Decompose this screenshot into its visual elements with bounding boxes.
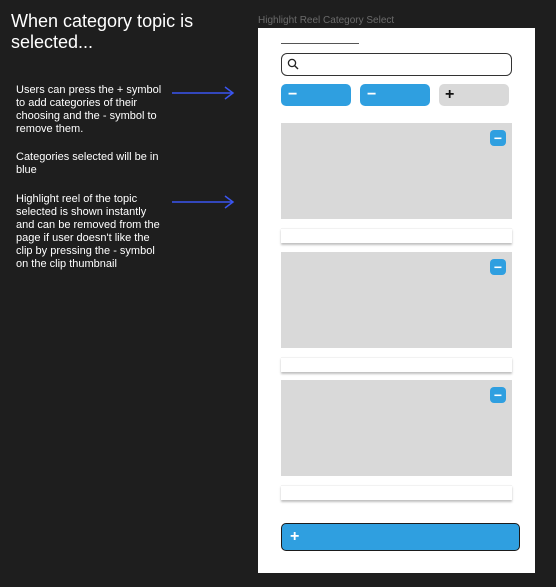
- phone-frame: [258, 28, 535, 573]
- annotation-highlight-reel-note: Highlight reel of the topic selected is shown instantly and can be removed from the page if user doesn't like the clip by pressing the - symbol on the clip thumbnail: [16, 193, 160, 270]
- clip-thumbnail[interactable]: [281, 123, 512, 219]
- category-chip-add[interactable]: +: [439, 84, 509, 106]
- arrow-icon: [170, 195, 236, 209]
- header-divider: [281, 43, 359, 44]
- clip-caption: [281, 228, 512, 243]
- search-icon: [287, 58, 299, 70]
- remove-clip-button[interactable]: −: [490, 259, 506, 275]
- search-input[interactable]: [281, 53, 512, 76]
- arrow-icon: [170, 86, 236, 100]
- add-category-button[interactable]: +: [281, 523, 520, 551]
- clip-thumbnail[interactable]: [281, 252, 512, 348]
- annotation-heading: When category topic is selected...: [11, 11, 194, 52]
- remove-clip-button[interactable]: −: [490, 387, 506, 403]
- remove-clip-button[interactable]: −: [490, 130, 506, 146]
- clip-caption: [281, 485, 512, 500]
- category-chip-selected-1[interactable]: −: [281, 84, 351, 106]
- clip-caption: [281, 357, 512, 372]
- annotation-add-remove-note: Users can press the + symbol to add categories of their choosing and the - symbol to remove them.: [16, 84, 162, 135]
- annotation-selected-color-note: Categories selected will be in blue: [16, 151, 159, 176]
- frame-title: Highlight Reel Category Select: [258, 15, 395, 26]
- clip-thumbnail[interactable]: [281, 380, 512, 476]
- category-chip-selected-2[interactable]: −: [360, 84, 430, 106]
